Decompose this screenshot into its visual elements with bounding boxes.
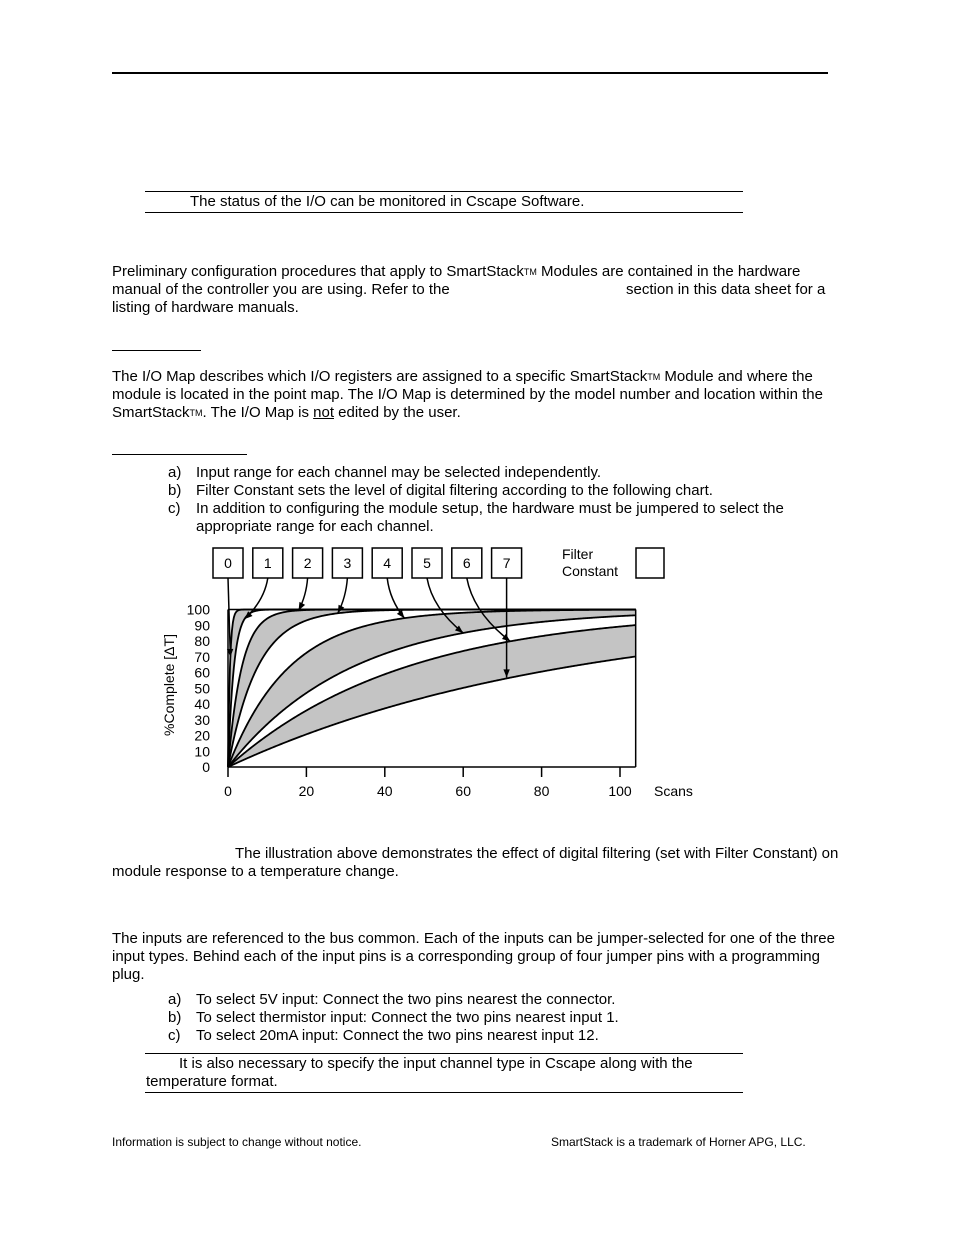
legend-filter-box bbox=[636, 548, 664, 578]
list-item: c) In addition to configuring the module setup, the hardware must be jumpered to select the appropriate range for each channel. bbox=[168, 500, 784, 535]
filter-constant-label-4: 4 bbox=[383, 555, 392, 571]
x-axis-label: Scans bbox=[654, 783, 693, 799]
y-tick-label: 100 bbox=[186, 601, 210, 618]
list-item: b) Filter Constant sets the level of digital filtering according to the following chart. bbox=[168, 482, 713, 499]
list-item: a) Input range for each channel may be selected independently. bbox=[168, 464, 601, 481]
filter-response-chart bbox=[0, 535, 954, 845]
x-tick-label: 0 bbox=[224, 783, 232, 799]
filter-constant-label-0: 0 bbox=[224, 555, 232, 571]
y-axis-label: %Complete [ΔT] bbox=[161, 634, 177, 736]
config-list bbox=[168, 464, 818, 536]
y-tick-label: 0 bbox=[202, 759, 210, 775]
iomap-paragraph: The I/O Map describes which I/O registers are assigned to a specific SmartStackTM Module and where the module is located in the point map. The I/O Map is determined by the model number and location within the SmartStackTM. The I/O Map is not edited by the user. bbox=[112, 368, 823, 421]
filter-constant-label-3: 3 bbox=[343, 555, 352, 571]
filter-constant-label-2: 2 bbox=[303, 555, 312, 571]
list-item: c) To select 20mA input: Connect the two pins nearest input 12. bbox=[168, 1027, 599, 1044]
x-tick-label: 20 bbox=[298, 783, 315, 799]
note-rule-top bbox=[145, 191, 743, 192]
note-channel-type: It is also necessary to specify the input channel type in Cscape along with the temperature format. bbox=[146, 1055, 693, 1090]
note-monitor: The status of the I/O can be monitored in Cscape Software. bbox=[190, 193, 585, 210]
y-tick-label: 60 bbox=[194, 664, 210, 681]
config-heading-underline bbox=[112, 454, 247, 455]
y-tick-label: 10 bbox=[194, 743, 210, 760]
footer-left: Information is subject to change without notice. bbox=[112, 1135, 362, 1149]
legend-title-line2: Constant bbox=[562, 563, 619, 579]
note2-rule-bottom bbox=[145, 1092, 743, 1093]
list-item: a) To select 5V input: Connect the two pins nearest the connector. bbox=[168, 991, 616, 1008]
top-rule bbox=[112, 72, 828, 74]
filter-constant-label-5: 5 bbox=[423, 555, 431, 571]
y-tick-label: 50 bbox=[194, 680, 210, 697]
y-tick-label: 20 bbox=[194, 727, 210, 744]
filter-constant-label-6: 6 bbox=[462, 555, 471, 571]
y-tick-label: 90 bbox=[194, 617, 210, 634]
prelim-paragraph: Preliminary configuration procedures that apply to SmartStackTM Modules are contained in the hardware manual of the controller you are using. Refer to the section in this data sheet for a listing of hardware manuals. bbox=[112, 263, 826, 316]
footer-right: SmartStack is a trademark of Horner APG, LLC. bbox=[551, 1135, 806, 1149]
legend-title-line1: Filter bbox=[562, 546, 594, 562]
jumper-list bbox=[168, 991, 768, 1045]
chart-caption: The illustration above demonstrates the effect of digital filtering (set with Filter Constant) on module response to a temperature change. bbox=[112, 845, 839, 880]
y-tick-label: 80 bbox=[194, 633, 210, 649]
x-tick-label: 100 bbox=[608, 783, 632, 799]
x-tick-label: 60 bbox=[455, 783, 471, 799]
iomap-heading-underline bbox=[112, 350, 201, 351]
y-tick-label: 40 bbox=[194, 696, 210, 712]
y-tick-label: 30 bbox=[194, 711, 210, 728]
x-tick-label: 40 bbox=[377, 783, 393, 799]
note2-rule-top bbox=[145, 1053, 743, 1054]
filter-constant-label-7: 7 bbox=[502, 555, 511, 571]
y-tick-label: 70 bbox=[194, 648, 210, 665]
inputs-paragraph: The inputs are referenced to the bus common. Each of the inputs can be jumper-selected for one of the three input types. Behind each of the input pins is a corresponding group of four jumper pins with a programming plug. bbox=[112, 930, 835, 983]
x-tick-label: 80 bbox=[533, 783, 550, 799]
list-item: b) To select thermistor input: Connect the two pins nearest input 1. bbox=[168, 1009, 619, 1026]
note-rule-bottom bbox=[145, 212, 743, 213]
filter-constant-label-1: 1 bbox=[263, 555, 272, 571]
